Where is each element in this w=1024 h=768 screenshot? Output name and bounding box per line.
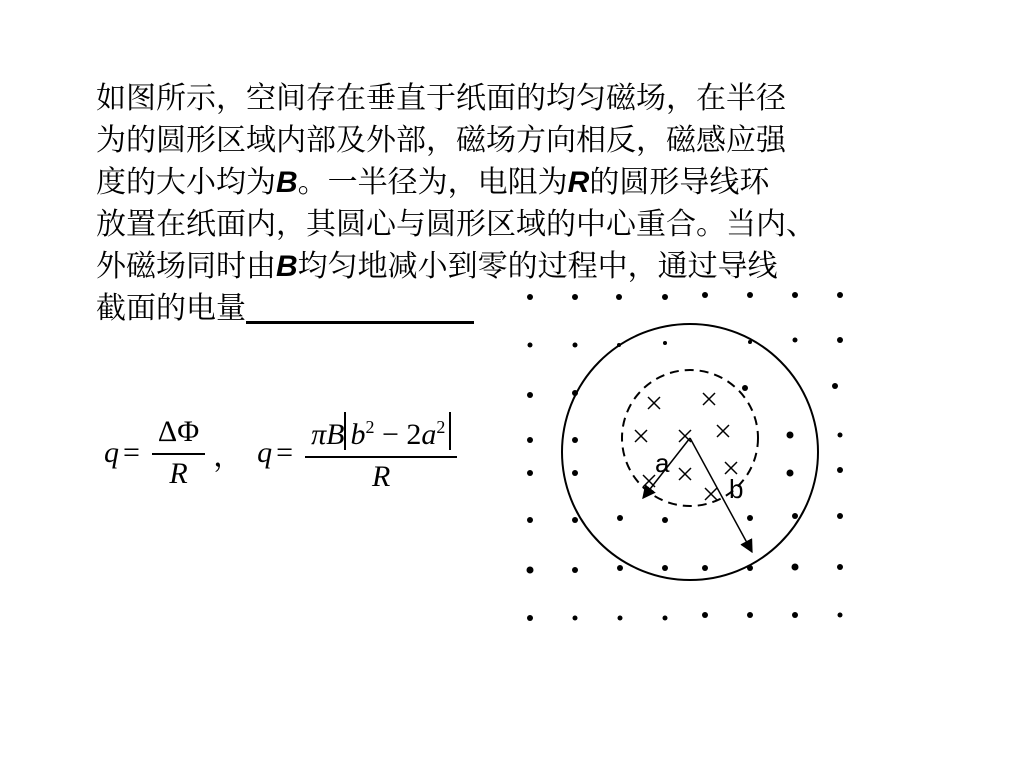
- magnetic-field-diagram: [505, 280, 865, 630]
- answer-blank[interactable]: [246, 291, 474, 324]
- formula-q2: q: [257, 436, 273, 469]
- problem-line-5-a: 外磁场同时由: [96, 249, 276, 284]
- formula-q1: q: [104, 436, 119, 469]
- formula-comma: ，: [213, 439, 244, 474]
- fraction-1-numerator: ΔΦ: [152, 415, 205, 455]
- minus-two: − 2: [374, 418, 422, 451]
- pi-b: πB: [311, 418, 345, 451]
- resistance-symbol: R: [567, 166, 590, 199]
- problem-line-2: 为的圆形区域内部及外部，磁场方向相反，磁感应强: [96, 123, 786, 158]
- formula-eq1: =: [123, 436, 140, 469]
- problem-line-3-a: 度的大小均为: [96, 165, 276, 200]
- fraction-1: [152, 415, 205, 491]
- answer-formula: [104, 412, 465, 494]
- problem-line-5-b: 均匀地减小到零的过程中，通过导线: [297, 249, 778, 284]
- b-sym: b: [350, 418, 366, 451]
- inward-field-crosses: [635, 393, 737, 500]
- problem-line-3: [96, 162, 926, 204]
- problem-line-3-c: 的圆形导线环: [589, 165, 770, 200]
- fraction-2: [305, 412, 457, 494]
- fraction-2-numerator: [305, 412, 457, 458]
- problem-line-1: 如图所示，空间存在垂直于纸面的均匀磁场，在半径: [96, 81, 786, 116]
- exp-b: 2: [365, 417, 375, 437]
- formula-eq2: =: [276, 436, 294, 469]
- fraction-1-denominator: R: [169, 457, 188, 490]
- a-sym: a: [421, 418, 437, 451]
- problem-line-3-b: 。一半径为，电阻为: [297, 165, 568, 200]
- exp-a: 2: [436, 417, 446, 437]
- fraction-2-denominator: R: [372, 460, 391, 493]
- field-symbol: B: [276, 166, 298, 199]
- problem-line-6-text: 截面的电量: [96, 291, 246, 326]
- label-b: b: [729, 474, 744, 504]
- outer-wire-ring: [562, 324, 818, 580]
- outward-field-dots: [527, 292, 844, 621]
- field-symbol-2: B: [276, 250, 298, 283]
- label-a: a: [655, 448, 670, 478]
- problem-line-4: 放置在纸面内，其圆心与圆形区域的中心重合。当内、: [96, 207, 816, 242]
- absolute-value: [344, 412, 451, 450]
